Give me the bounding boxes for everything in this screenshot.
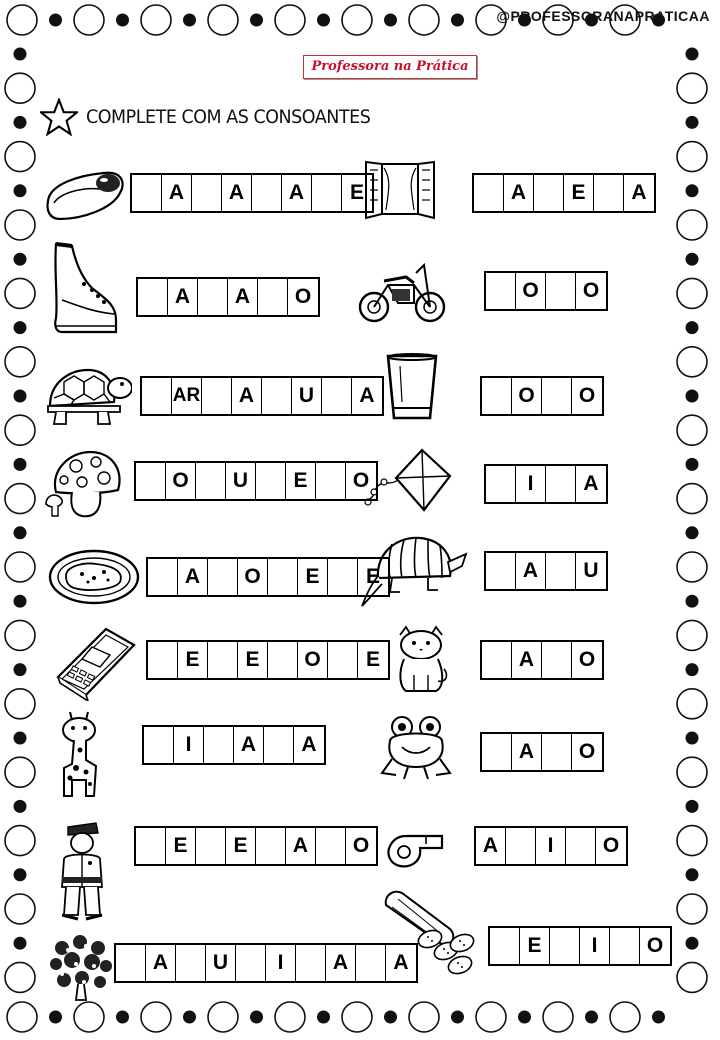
border-dot xyxy=(14,253,27,266)
letter-cell: E xyxy=(520,928,550,964)
blank-cell[interactable] xyxy=(264,727,294,763)
border-dot xyxy=(686,321,699,334)
border-circle xyxy=(5,962,35,992)
border-dot xyxy=(686,595,699,608)
blank-cell[interactable] xyxy=(486,273,516,309)
border-dot xyxy=(686,458,699,471)
border-circle xyxy=(677,142,707,172)
letter-cell: E xyxy=(564,175,594,211)
brand-logo: Professora na Prática xyxy=(303,55,477,79)
border-circle xyxy=(5,210,35,240)
border-dot xyxy=(686,800,699,813)
border-dot xyxy=(686,663,699,676)
blank-cell[interactable] xyxy=(542,378,572,414)
letter-cell: O xyxy=(602,834,620,857)
blank-cell[interactable] xyxy=(138,279,168,315)
letter-cell: A xyxy=(393,951,409,974)
letter-cell: E xyxy=(178,642,208,678)
blank-cell[interactable] xyxy=(594,175,624,211)
border-circle xyxy=(5,278,35,308)
policeman-icon xyxy=(56,815,108,925)
letter-cell: A xyxy=(512,734,542,770)
letter-cell: A xyxy=(178,559,208,595)
letter-cell: O xyxy=(294,285,312,308)
blank-cell[interactable] xyxy=(546,273,576,309)
border-dot xyxy=(451,14,464,27)
letter-cell: O xyxy=(512,378,542,414)
border-circle xyxy=(677,415,707,445)
border-circle xyxy=(342,5,372,35)
letter-cell: E xyxy=(166,828,196,864)
border-dot xyxy=(49,1011,62,1024)
border-dot xyxy=(686,390,699,403)
letter-cell: O xyxy=(166,463,196,499)
letter-cell: O xyxy=(238,559,268,595)
border-dot xyxy=(183,14,196,27)
blank-cell[interactable] xyxy=(312,175,342,211)
letter-cell: O xyxy=(578,740,596,763)
blank-cell[interactable] xyxy=(328,642,358,678)
instruction-title xyxy=(40,98,395,136)
border-dot xyxy=(14,595,27,608)
blank-cell[interactable] xyxy=(506,828,536,864)
blank-cell[interactable] xyxy=(316,463,346,499)
border-dot xyxy=(14,732,27,745)
blank-cell[interactable] xyxy=(316,828,346,864)
star-icon xyxy=(40,98,78,136)
letter-boxes-glass xyxy=(480,376,604,416)
letter-boxes-whistle xyxy=(474,826,628,866)
border-circle xyxy=(610,1002,640,1032)
letter-cell: E xyxy=(365,565,380,588)
border-circle xyxy=(5,484,35,514)
border-dot xyxy=(686,732,699,745)
letter-cell: O xyxy=(352,469,370,492)
letter-cell: I xyxy=(536,828,566,864)
border-circle xyxy=(5,415,35,445)
letter-boxes-kite xyxy=(484,464,608,504)
blank-cell[interactable] xyxy=(546,553,576,589)
letter-cell: A xyxy=(631,181,647,204)
blank-cell[interactable] xyxy=(132,175,162,211)
letter-boxes-giraffe xyxy=(142,725,326,765)
border-circle xyxy=(476,1002,506,1032)
border-dot xyxy=(116,14,129,27)
letter-cell: A xyxy=(476,828,506,864)
letter-cell: U xyxy=(292,378,322,414)
letter-boxes-cat xyxy=(480,640,604,680)
border-circle xyxy=(409,1002,439,1032)
letter-cell: O xyxy=(582,279,600,302)
border-dot xyxy=(451,1011,464,1024)
letter-cell: O xyxy=(516,273,546,309)
border-circle xyxy=(5,689,35,719)
border-dot xyxy=(250,1011,263,1024)
letter-boxes-motorcycle xyxy=(484,271,608,311)
blank-cell[interactable] xyxy=(542,642,572,678)
border-circle xyxy=(677,73,707,103)
letter-cell: E xyxy=(286,463,316,499)
blank-cell[interactable] xyxy=(136,463,166,499)
blank-cell[interactable] xyxy=(486,553,516,589)
border-circle xyxy=(677,210,707,240)
blank-cell[interactable] xyxy=(258,279,288,315)
blank-cell[interactable] xyxy=(534,175,564,211)
border-dot xyxy=(686,937,699,950)
border-dot xyxy=(250,14,263,27)
border-dot xyxy=(686,116,699,129)
blank-cell[interactable] xyxy=(482,734,512,770)
blank-cell[interactable] xyxy=(610,928,640,964)
letter-cell: A xyxy=(162,175,192,211)
blank-cell[interactable] xyxy=(296,945,326,981)
letter-cell: I xyxy=(516,466,546,502)
blank-cell[interactable] xyxy=(136,828,166,864)
letter-boxes-omelette xyxy=(146,557,390,597)
blank-cell[interactable] xyxy=(322,378,352,414)
turtle-icon xyxy=(40,362,132,430)
blank-cell[interactable] xyxy=(252,175,282,211)
blank-cell[interactable] xyxy=(196,463,226,499)
border-circle xyxy=(677,278,707,308)
letter-cell: A xyxy=(516,553,546,589)
border-dot xyxy=(384,14,397,27)
blank-cell[interactable] xyxy=(328,559,358,595)
blank-cell[interactable] xyxy=(148,642,178,678)
letter-cell: U xyxy=(226,463,256,499)
letter-boxes-mushroom xyxy=(134,461,378,501)
border-dot xyxy=(686,526,699,539)
letter-cell: E xyxy=(238,642,268,678)
border-circle xyxy=(677,757,707,787)
letter-cell: E xyxy=(365,648,380,671)
border-circle xyxy=(74,1002,104,1032)
border-dot xyxy=(14,48,27,61)
blank-cell[interactable] xyxy=(566,828,596,864)
border-circle xyxy=(141,5,171,35)
border-circle xyxy=(342,1002,372,1032)
border-dot xyxy=(317,14,330,27)
omelette-icon xyxy=(48,548,140,606)
border-dot xyxy=(49,14,62,27)
blank-cell[interactable] xyxy=(208,642,238,678)
tree-icon xyxy=(48,934,114,1002)
border-dot xyxy=(686,184,699,197)
border-dot xyxy=(14,184,27,197)
letter-cell: AR xyxy=(172,378,202,414)
motorcycle-icon xyxy=(358,255,448,327)
blank-cell[interactable] xyxy=(198,279,228,315)
page-title: COMPLETE COM AS CONSOANTES xyxy=(86,106,371,128)
border-dot xyxy=(652,1011,665,1024)
border-circle xyxy=(208,1002,238,1032)
whistle-icon xyxy=(386,830,446,870)
border-dot xyxy=(14,868,27,881)
letter-cell: A xyxy=(282,175,312,211)
letter-boxes-frog xyxy=(480,732,604,772)
border-circle xyxy=(677,347,707,377)
blank-cell[interactable] xyxy=(542,734,572,770)
blank-cell[interactable] xyxy=(482,642,512,678)
blank-cell[interactable] xyxy=(268,642,298,678)
blank-cell[interactable] xyxy=(356,945,386,981)
border-circle xyxy=(5,73,35,103)
letter-cell: A xyxy=(222,175,252,211)
border-circle xyxy=(677,689,707,719)
blank-cell[interactable] xyxy=(490,928,520,964)
cat-icon xyxy=(392,625,450,695)
border-circle xyxy=(275,5,305,35)
letter-boxes-tree xyxy=(114,943,418,983)
letter-cell: E xyxy=(226,828,256,864)
letter-cell: O xyxy=(298,642,328,678)
letter-cell: E xyxy=(349,181,364,204)
letter-cell: A xyxy=(228,279,258,315)
border-dot xyxy=(116,1011,129,1024)
border-circle xyxy=(208,5,238,35)
letter-cell: A xyxy=(301,733,317,756)
letter-cell: A xyxy=(326,945,356,981)
blank-cell[interactable] xyxy=(482,378,512,414)
letter-boxes-shoe xyxy=(136,277,320,317)
letter-boxes-turtle xyxy=(140,376,384,416)
border-circle xyxy=(7,5,37,35)
blank-cell[interactable] xyxy=(486,466,516,502)
blank-cell[interactable] xyxy=(196,828,226,864)
letter-cell: A xyxy=(146,945,176,981)
border-circle xyxy=(5,620,35,650)
border-dot xyxy=(183,1011,196,1024)
blank-cell[interactable] xyxy=(546,466,576,502)
letter-cell: O xyxy=(578,648,596,671)
border-dot xyxy=(14,663,27,676)
mushroom-icon xyxy=(42,448,126,520)
border-circle xyxy=(5,826,35,856)
border-circle xyxy=(677,962,707,992)
frog-icon xyxy=(380,715,452,781)
border-circle xyxy=(677,484,707,514)
blank-cell[interactable] xyxy=(142,378,172,414)
letter-cell: A xyxy=(504,175,534,211)
letter-boxes-avocado xyxy=(130,173,374,213)
letter-cell: E xyxy=(298,559,328,595)
border-dot xyxy=(384,1011,397,1024)
letter-cell: I xyxy=(580,928,610,964)
border-circle xyxy=(543,1002,573,1032)
border-circle xyxy=(5,142,35,172)
blank-cell[interactable] xyxy=(202,378,232,414)
border-circle xyxy=(677,620,707,650)
letter-boxes-armadillo xyxy=(484,551,608,591)
border-circle xyxy=(5,757,35,787)
blank-cell[interactable] xyxy=(144,727,174,763)
letter-cell: O xyxy=(578,384,596,407)
blank-cell[interactable] xyxy=(208,559,238,595)
blank-cell[interactable] xyxy=(268,559,298,595)
border-circle xyxy=(74,5,104,35)
blank-cell[interactable] xyxy=(204,727,234,763)
letter-cell: U xyxy=(583,559,599,582)
giraffe-icon xyxy=(58,708,104,800)
letter-cell: A xyxy=(286,828,316,864)
letter-cell: A xyxy=(359,384,375,407)
glass-icon xyxy=(384,352,440,424)
border-dot xyxy=(14,526,27,539)
border-dot xyxy=(14,800,27,813)
blank-cell[interactable] xyxy=(256,828,286,864)
letter-boxes-policeman xyxy=(134,826,378,866)
border-dot xyxy=(518,1011,531,1024)
border-circle xyxy=(677,552,707,582)
letter-boxes-cucumber xyxy=(488,926,672,966)
letter-cell: I xyxy=(174,727,204,763)
shoe-icon xyxy=(48,240,120,338)
border-circle xyxy=(409,5,439,35)
letter-cell: A xyxy=(512,642,542,678)
letter-boxes-window xyxy=(472,173,656,213)
blank-cell[interactable] xyxy=(236,945,266,981)
blank-cell[interactable] xyxy=(550,928,580,964)
blank-cell[interactable] xyxy=(474,175,504,211)
border-dot xyxy=(317,1011,330,1024)
blank-cell[interactable] xyxy=(148,559,178,595)
blank-cell[interactable] xyxy=(116,945,146,981)
letter-cell: A xyxy=(583,472,599,495)
border-dot xyxy=(686,253,699,266)
avocado-icon xyxy=(42,165,128,225)
letter-cell: I xyxy=(266,945,296,981)
border-dot xyxy=(14,937,27,950)
border-dot xyxy=(686,48,699,61)
border-dot xyxy=(14,390,27,403)
border-circle xyxy=(677,894,707,924)
social-handle: @PROFESSORANAPRATICAA xyxy=(496,8,710,24)
phone-icon xyxy=(52,625,138,701)
border-circle xyxy=(5,894,35,924)
border-dot xyxy=(686,868,699,881)
border-dot xyxy=(14,321,27,334)
border-dot xyxy=(585,1011,598,1024)
blank-cell[interactable] xyxy=(192,175,222,211)
letter-cell: A xyxy=(168,279,198,315)
blank-cell[interactable] xyxy=(262,378,292,414)
letter-cell: A xyxy=(234,727,264,763)
letter-cell: A xyxy=(232,378,262,414)
border-dot xyxy=(14,458,27,471)
blank-cell[interactable] xyxy=(176,945,206,981)
border-circle xyxy=(677,826,707,856)
border-dot xyxy=(14,116,27,129)
border-circle xyxy=(275,1002,305,1032)
letter-cell: O xyxy=(352,834,370,857)
blank-cell[interactable] xyxy=(256,463,286,499)
letter-cell: U xyxy=(206,945,236,981)
border-circle xyxy=(7,1002,37,1032)
border-circle xyxy=(5,347,35,377)
letter-boxes-phone xyxy=(146,640,390,680)
letter-cell: O xyxy=(646,934,664,957)
border-circle xyxy=(141,1002,171,1032)
border-circle xyxy=(5,552,35,582)
